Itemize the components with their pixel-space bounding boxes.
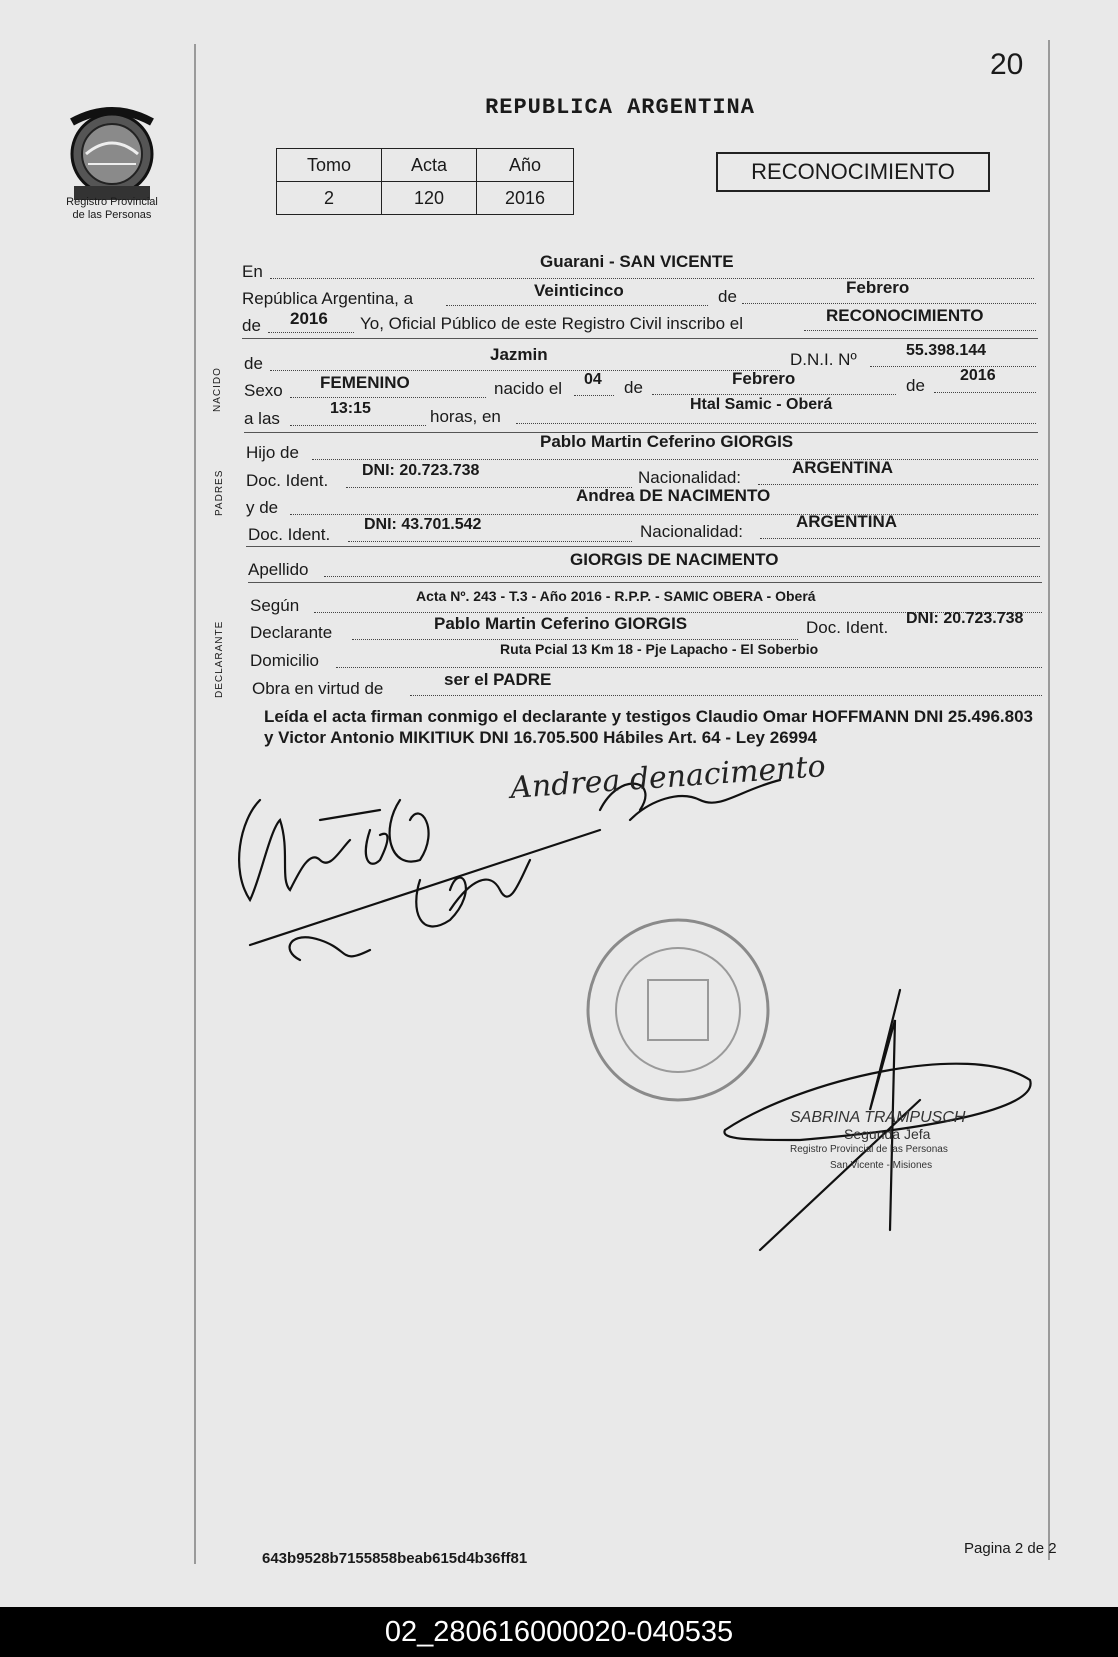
dotted-line bbox=[758, 484, 1038, 485]
dotted-line bbox=[290, 425, 426, 426]
tomo-header: Tomo bbox=[277, 149, 382, 182]
label-doc-ident-declarant: Doc. Ident. bbox=[806, 618, 889, 637]
label-de-name: de bbox=[244, 354, 263, 373]
field-birth-place: Htal Samic - Oberá bbox=[690, 396, 833, 413]
field-birth-day: 04 bbox=[584, 371, 602, 388]
act-type-box: RECONOCIMIENTO bbox=[716, 152, 990, 192]
acta-value: 120 bbox=[382, 182, 477, 215]
label-nacionalidad-father: Nacionalidad: bbox=[638, 468, 742, 487]
label-segun: Según bbox=[250, 596, 300, 615]
field-by-virtue-of: ser el PADRE bbox=[444, 670, 552, 689]
page-number: 20 bbox=[990, 48, 1024, 81]
label-nacido-el: nacido el bbox=[494, 379, 563, 398]
dotted-line bbox=[348, 541, 632, 542]
field-mother-nationality: ARGENTINA bbox=[796, 512, 898, 531]
anio-value: 2016 bbox=[477, 182, 574, 215]
dotted-line bbox=[742, 303, 1036, 304]
field-surname: GIORGIS DE NACIMENTO bbox=[570, 550, 779, 569]
anio-header: Año bbox=[477, 149, 574, 182]
declarant-signature bbox=[290, 860, 530, 960]
registry-caption-line2: de las Personas bbox=[72, 209, 152, 221]
father-signature bbox=[239, 800, 428, 900]
field-sex: FEMENINO bbox=[320, 373, 410, 392]
closing-text: Leída el acta firman conmigo el declarante y testigos Claudio Omar HOFFMANN DNI 25.496.803 y Victor Antonio MIKITIUK DNI 16.705.500 Hábiles Art. 64 - Ley 26994 bbox=[264, 707, 1034, 747]
registry-caption-line1: Registro Provincial bbox=[66, 196, 158, 208]
side-label-padres: PADRES bbox=[214, 469, 225, 516]
label-de-birth-year: de bbox=[906, 376, 925, 395]
country-heading: REPUBLICA ARGENTINA bbox=[485, 95, 755, 120]
dotted-line bbox=[574, 395, 614, 396]
field-day-words: Veinticinco bbox=[534, 281, 624, 300]
field-birth-year: 2016 bbox=[960, 367, 996, 384]
field-father-name: Pablo Martin Ceferino GIORGIS bbox=[540, 432, 794, 451]
field-declarant-doc: DNI: 20.723.738 bbox=[906, 610, 1024, 627]
dotted-line bbox=[312, 459, 1038, 460]
field-child-dni: 55.398.144 bbox=[906, 342, 987, 359]
label-yo-oficial: Yo, Oficial Público de este Registro Civil inscribo el bbox=[360, 314, 743, 333]
field-birth-month: Febrero bbox=[732, 369, 796, 388]
record-table bbox=[276, 148, 574, 215]
dotted-line bbox=[268, 332, 354, 333]
label-de-birth-month: de bbox=[624, 378, 643, 397]
label-de: de bbox=[718, 287, 737, 306]
field-according-to: Acta Nº. 243 - T.3 - Año 2016 - R.P.P. - SAMIC OBERA - Oberá bbox=[416, 588, 816, 604]
label-apellido: Apellido bbox=[248, 560, 309, 579]
label-domicilio: Domicilio bbox=[250, 651, 319, 670]
label-declarante: Declarante bbox=[250, 623, 333, 642]
label-obra-en-virtud: Obra en virtud de bbox=[252, 679, 384, 698]
official-title: Segunda Jefa bbox=[844, 1126, 931, 1142]
field-mother-name: Andrea DE NACIMENTO bbox=[576, 486, 771, 505]
dotted-line bbox=[652, 394, 896, 395]
dotted-line bbox=[446, 305, 708, 306]
dotted-line bbox=[760, 538, 1040, 539]
left-margin-line bbox=[194, 44, 196, 1564]
dotted-line bbox=[270, 370, 780, 371]
label-republica: República Argentina, a bbox=[242, 289, 414, 308]
field-year: 2016 bbox=[290, 309, 328, 328]
document-hash: 643b9528b7155858beab615d4b36ff81 bbox=[262, 1550, 528, 1567]
field-place: Guarani - SAN VICENTE bbox=[540, 252, 734, 271]
dotted-line bbox=[290, 514, 1038, 515]
signature-underline bbox=[250, 830, 600, 945]
official-name: SABRINA TRAMPUSCH bbox=[790, 1109, 966, 1126]
official-place: San Vicente - Misiones bbox=[830, 1160, 933, 1171]
field-father-nationality: ARGENTINA bbox=[792, 458, 894, 477]
label-doc-ident-father: Doc. Ident. bbox=[246, 471, 329, 490]
label-horas-en: horas, en bbox=[430, 407, 501, 426]
field-birth-time: 13:15 bbox=[330, 400, 371, 417]
section-divider bbox=[246, 546, 1040, 547]
field-declarant: Pablo Martin Ceferino GIORGIS bbox=[434, 614, 688, 633]
field-address: Ruta Pcial 13 Km 18 - Pje Lapacho - El Soberbio bbox=[500, 641, 819, 657]
field-mother-doc: DNI: 43.701.542 bbox=[364, 516, 482, 533]
right-margin-line bbox=[1048, 40, 1050, 1560]
section-divider bbox=[242, 338, 1038, 339]
dotted-line bbox=[352, 639, 798, 640]
label-a-las: a las bbox=[244, 409, 280, 428]
dotted-line bbox=[516, 423, 1036, 424]
field-act-name: RECONOCIMIENTO bbox=[826, 306, 984, 325]
tomo-value: 2 bbox=[277, 182, 382, 215]
side-label-nacido: NACIDO bbox=[212, 367, 223, 412]
label-doc-ident-mother: Doc. Ident. bbox=[248, 525, 331, 544]
label-nacionalidad-mother: Nacionalidad: bbox=[640, 522, 744, 541]
page-of-label: Pagina 2 de 2 bbox=[964, 1540, 1057, 1557]
dotted-line bbox=[870, 366, 1036, 367]
acta-header: Acta bbox=[382, 149, 477, 182]
dotted-line bbox=[270, 278, 1034, 279]
dotted-line bbox=[804, 330, 1036, 331]
label-y-de: y de bbox=[246, 498, 279, 517]
footer-code: 02_280616000020-040535 bbox=[0, 1607, 1118, 1657]
label-hijo-de: Hijo de bbox=[246, 443, 299, 462]
field-child-name: Jazmin bbox=[490, 345, 548, 364]
dotted-line bbox=[290, 397, 486, 398]
label-sexo: Sexo bbox=[244, 381, 283, 400]
dotted-line bbox=[410, 695, 1042, 696]
registry-caption bbox=[40, 196, 184, 222]
label-en: En bbox=[242, 262, 263, 281]
label-dni: D.N.I. Nº bbox=[790, 350, 857, 369]
dotted-line bbox=[336, 667, 1042, 668]
field-month: Febrero bbox=[846, 278, 910, 297]
dotted-line bbox=[324, 576, 1040, 577]
side-label-declarante: DECLARANTE bbox=[214, 620, 225, 698]
section-divider bbox=[248, 582, 1042, 583]
mother-signature-text: Andrea denacimento bbox=[509, 749, 827, 806]
official-org: Registro Provincial de las Personas bbox=[790, 1144, 948, 1155]
official-stamp bbox=[790, 1110, 965, 1174]
label-de-year: de bbox=[242, 316, 261, 335]
dotted-line bbox=[934, 392, 1036, 393]
field-father-doc: DNI: 20.723.738 bbox=[362, 462, 480, 479]
